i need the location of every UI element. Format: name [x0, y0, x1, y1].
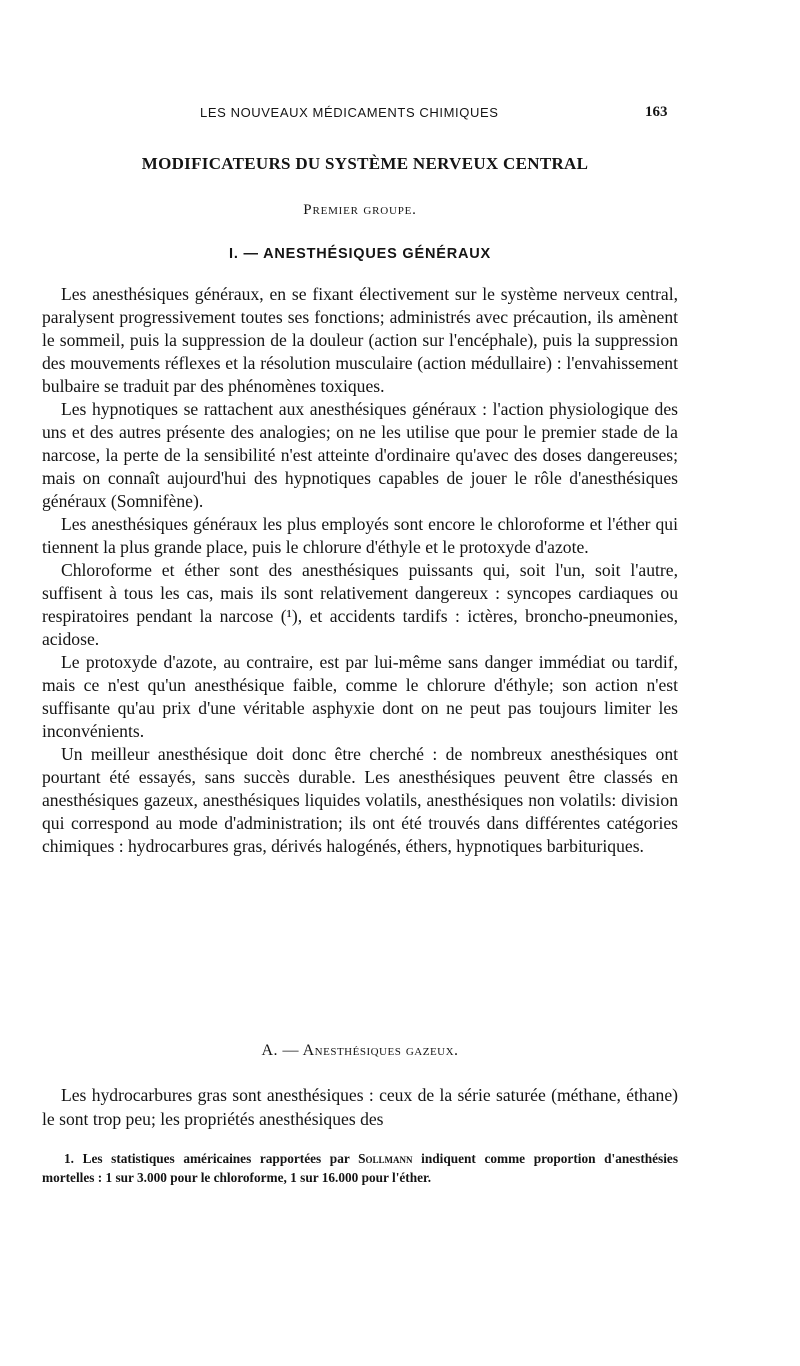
footnote-marker: 1.: [64, 1151, 74, 1166]
footnote-author: Sollmann: [358, 1151, 413, 1166]
paragraph: Les anesthésiques généraux, en se fixant électivement sur le système nerveux central, paralysent progressivement toutes ses fonctions; administrés avec précaution, ils amènent le sommeil, puis la suppression de la douleur (action sur l'encéphale), puis la suppression des mouvements réflexes et la résolution musculaire (action médullaire) : l'envahissement bulbaire se traduit par des phénomènes toxiques.: [42, 284, 678, 396]
subsection-body: [42, 1083, 678, 1131]
paragraph: Les hypnotiques se rattachent aux anesthésiques généraux : l'action physiologique des uns et des autres présente des analogies; on ne les utilise que pour le premier stade de la narcose, la perte de la sensibilité n'est atteinte d'ordinaire qu'avec des doses dangereuses; mais on connaît aujourd'hui des hypnotiques capables de jouer le rôle d'anesthésiques généraux (Somnifène).: [42, 399, 678, 511]
group-title: Premier groupe.: [303, 202, 417, 218]
paragraph: Chloroforme et éther sont des anesthésiques puissants qui, soit l'un, soit l'autre, suffisent à tous les cas, mais ils sont relativement dangereux : syncopes cardiaques ou respiratoires pendant la narcose (¹), et accidents tardifs : ictères, broncho-pneumonies, acidose.: [42, 560, 678, 649]
section-title: I. — ANESTHÉSIQUES GÉNÉRAUX: [229, 246, 491, 262]
paragraph: Les anesthésiques généraux les plus employés sont encore le chloroforme et l'éther qui tiennent la plus grande place, puis le chlorure d'éthyle et le protoxyde d'azote.: [42, 514, 678, 557]
chapter-title: MODIFICATEURS DU SYSTÈME NERVEUX CENTRAL: [141, 154, 589, 173]
body-text: [42, 283, 678, 858]
footnote: [42, 1149, 678, 1187]
footnote-text-after: indiquent comme proportion d'anesthésies mortelles : 1 sur 3.000 pour le chloroforme, 1 sur 16.000 pour l'éther.: [42, 1151, 678, 1185]
paragraph: Un meilleur anesthésique doit donc être cherché : de nombreux anesthésiques ont pourtant été essayés, sans succès durable. Les anesthésiques peuvent être classés en anesthésiques gazeux, anesthésiques liquides volatils, anesthésiques non volatils: division qui correspond au mode d'administration; ils ont été trouvés dans différentes catégories chimiques : hydrocarbures gras, dérivés halogénés, éthers, hypnotiques barbituriques.: [42, 744, 678, 856]
page-number: 163: [645, 104, 668, 120]
footnote-text-before: Les statistiques américaines rapportées par: [82, 1151, 350, 1166]
paragraph: Le protoxyde d'azote, au contraire, est par lui-même sans danger immédiat ou tardif, mais ce n'est qu'un anesthésique faible, comme le chlorure d'éthyle; son action n'est suffisante qu'au prix d'une véritable asphyxie dont on ne peut pas toujours limiter les inconvénients.: [42, 652, 678, 741]
paragraph: Les hydrocarbures gras sont anesthésiques : ceux de la série saturée (méthane, éthane) le sont trop peu; les propriétés anesthésiques des: [42, 1085, 678, 1129]
running-head: LES NOUVEAUX MÉDICAMENTS CHIMIQUES: [200, 105, 499, 120]
subsection-title: A. — Anesthésiques gazeux.: [261, 1042, 459, 1059]
footnote-text: [42, 1149, 678, 1187]
